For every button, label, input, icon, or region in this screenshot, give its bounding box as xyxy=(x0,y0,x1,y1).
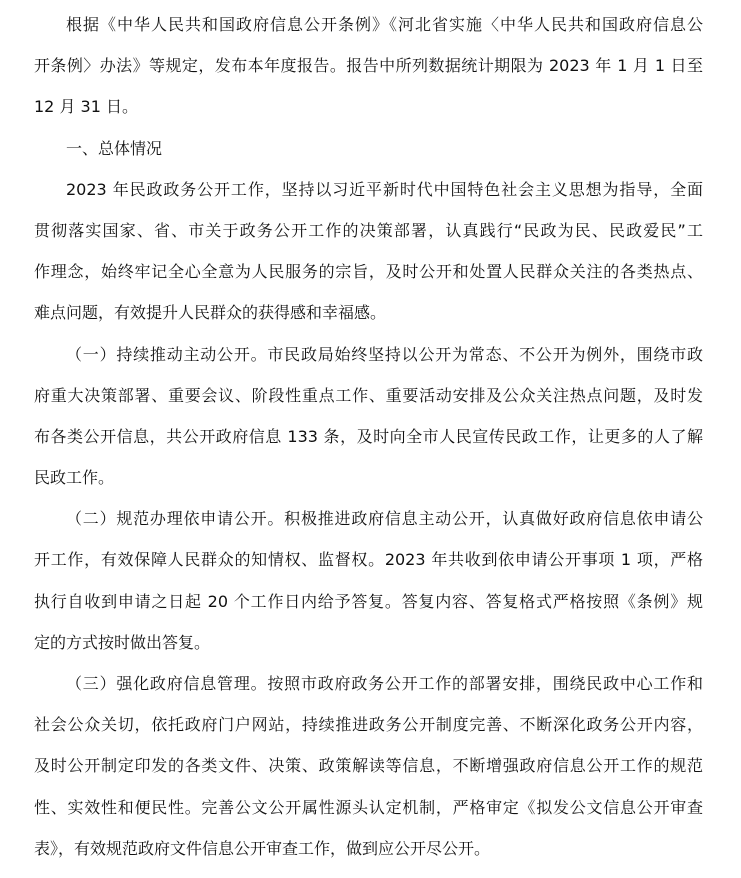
paragraph xyxy=(34,663,703,869)
paragraph xyxy=(34,4,703,128)
text-line: （二）规范办理依申请公开。积极推进政府信息主动公开，认真做好政府信息依申请公 xyxy=(66,509,703,529)
paragraph xyxy=(34,169,703,334)
text-line: 12 月 31 日。 xyxy=(34,97,138,117)
text-line: 一、总体情况 xyxy=(66,138,163,158)
text-line: 表》，有效规范政府文件信息公开审查工作，做到应公开尽公开。 xyxy=(34,838,491,858)
text-line: 2023 年民政政务公开工作，坚持以习近平新时代中国特色社会主义思想为指导，全面 xyxy=(66,179,703,199)
text-line: （一）持续推动主动公开。市民政局始终坚持以公开为常态、不公开为例外，围绕市政 xyxy=(66,344,703,364)
text-line: 性、实效性和便民性。完善公文公开属性源头认定机制，严格审定《拟发公文信息公开审查 xyxy=(34,797,703,817)
text-line: 开条例〉办法》等规定，发布本年度报告。报告中所列数据统计期限为 2023 年 1 月 1 日至 xyxy=(34,56,703,76)
text-line: 布各类公开信息，共公开政府信息 133 条，及时向全市人民宣传民政工作，让更多的人了解 xyxy=(34,426,703,446)
text-line: 及时公开制定印发的各类文件、决策、政策解读等信息，不断增强政府信息公开工作的规范 xyxy=(34,756,703,776)
text-line: 根据《中华人民共和国政府信息公开条例》《河北省实施〈中华人民共和国政府信息公 xyxy=(66,15,703,34)
document-body xyxy=(34,4,703,869)
text-line: 民政工作。 xyxy=(34,468,115,488)
text-line: （三）强化政府信息管理。按照市政府政务公开工作的部署安排，围绕民政中心工作和 xyxy=(66,674,703,693)
paragraph xyxy=(34,498,703,663)
paragraph xyxy=(34,334,703,499)
text-line: 难点问题，有效提升人民群众的获得感和幸福感。 xyxy=(34,303,387,323)
text-line: 定的方式按时做出答复。 xyxy=(34,632,211,652)
text-line: 开工作，有效保障人民群众的知情权、监督权。2023 年共收到依申请公开事项 1 项，严格 xyxy=(34,550,703,570)
text-line: 作理念，始终牢记全心全意为人民服务的宗旨，及时公开和处置人民群众关注的各类热点、 xyxy=(34,262,703,282)
text-line: 社会公众关切，依托政府门户网站，持续推进政务公开制度完善、不断深化政务公开内容， xyxy=(34,715,703,735)
section-heading xyxy=(34,128,703,169)
text-line: 贯彻落实国家、省、市关于政务公开工作的决策部署，认真践行“民政为民、民政爱民”工 xyxy=(34,220,703,240)
text-line: 府重大决策部署、重要会议、阶段性重点工作、重要活动安排及公众关注热点问题，及时发 xyxy=(34,385,703,405)
text-line: 执行自收到申请之日起 20 个工作日内给予答复。答复内容、答复格式严格按照《条例》规 xyxy=(34,591,703,611)
